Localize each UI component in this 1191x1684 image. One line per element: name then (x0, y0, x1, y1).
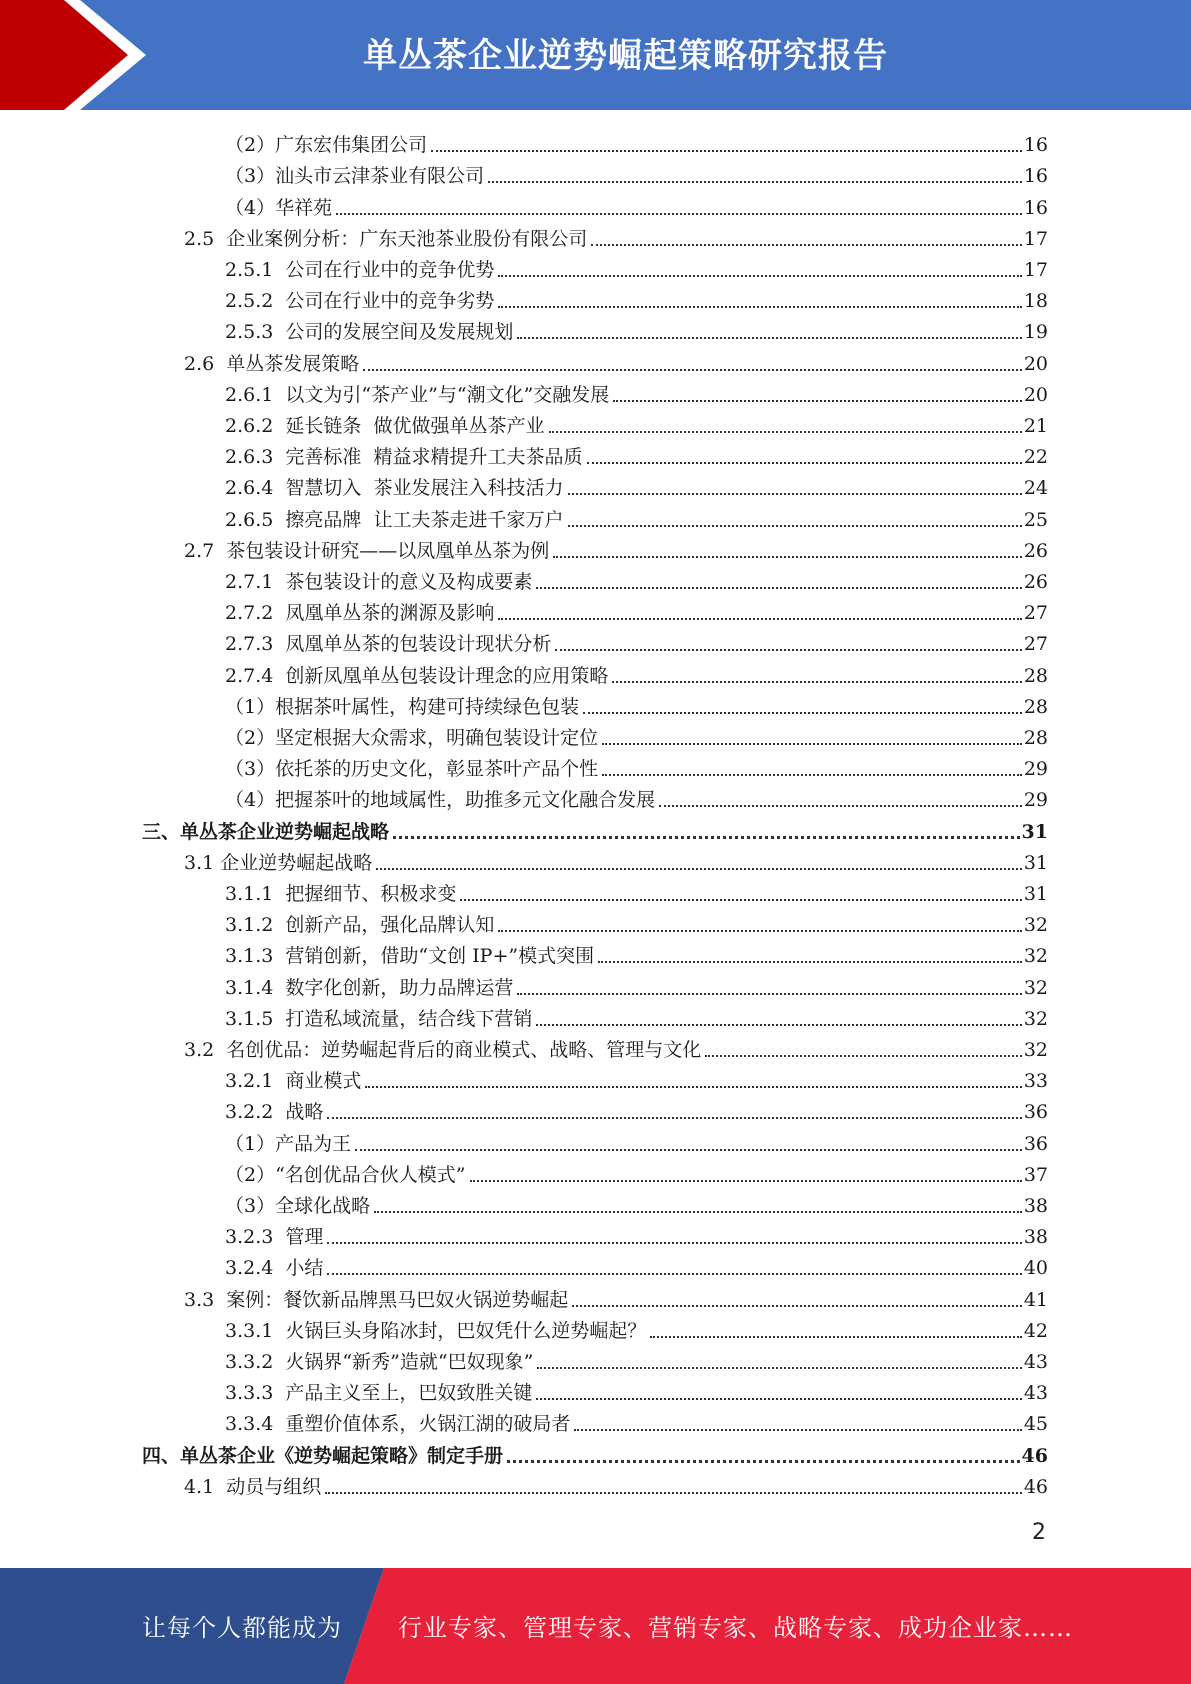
toc-entry-page: 16 (1023, 196, 1048, 219)
toc-entry[interactable] (142, 1436, 1048, 1467)
toc-dot-leader (470, 1180, 1022, 1182)
toc-entry-title: 3.1.4 数字化创新，助力品牌运营 (225, 976, 514, 999)
toc-entry-title: 3.1.2 创新产品，强化品牌认知 (225, 914, 495, 937)
toc-entry-title: （4）把握茶叶的地域属性，助推多元文化融合发展 (225, 789, 656, 812)
toc-dot-leader (325, 1492, 1022, 1494)
toc-entry[interactable] (225, 157, 1048, 188)
page-header (0, 0, 1191, 110)
toc-entry-title: 2.6 单丛茶发展策略 (184, 352, 360, 375)
page-number: 2 (1032, 1520, 1046, 1545)
toc-entry-title: 2.5.1 公司在行业中的竞争优势 (225, 258, 495, 281)
toc-dot-leader (598, 961, 1022, 963)
toc-entry-title: 3.2.3 管理 (225, 1226, 324, 1249)
toc-entry-title: 2.7.3 凤凰单丛茶的包装设计现状分析 (225, 633, 552, 656)
toc-entry[interactable] (225, 1343, 1048, 1374)
toc-entry-page: 32 (1023, 976, 1048, 999)
toc-entry-page: 45 (1023, 1413, 1048, 1436)
toc-entry[interactable] (225, 781, 1048, 812)
toc-entry[interactable] (225, 1062, 1048, 1093)
toc-dot-leader (363, 369, 1022, 371)
toc-dot-leader (365, 1086, 1021, 1088)
toc-entry-title: （2）坚定根据大众需求，明确包装设计定位 (225, 726, 599, 749)
toc-entry-page: 27 (1023, 602, 1048, 625)
toc-dot-leader (488, 181, 1022, 183)
toc-entry[interactable] (225, 1000, 1048, 1031)
toc-entry-page: 32 (1023, 914, 1048, 937)
toc-entry[interactable] (225, 251, 1048, 282)
toc-entry[interactable] (225, 500, 1048, 531)
toc-entry-title: 2.7.2 凤凰单丛茶的渊源及影响 (225, 602, 495, 625)
toc-entry[interactable] (225, 968, 1048, 999)
toc-entry[interactable] (184, 532, 1048, 563)
toc-entry-title: （3）汕头市云津茶业有限公司 (225, 165, 485, 188)
toc-dot-leader (650, 1336, 1021, 1338)
toc-entry[interactable] (225, 1093, 1048, 1124)
toc-dot-leader (498, 306, 1021, 308)
page-footer (0, 1568, 1191, 1684)
toc-dot-leader (568, 493, 1022, 495)
toc-entry-page: 20 (1023, 352, 1048, 375)
toc-entry[interactable] (225, 906, 1048, 937)
toc-entry[interactable] (225, 656, 1048, 687)
toc-dot-leader (327, 1242, 1021, 1244)
toc-entry-page: 42 (1023, 1319, 1048, 1342)
toc-entry-page: 43 (1023, 1350, 1048, 1373)
toc-entry-title: （4）华祥苑 (225, 196, 333, 219)
toc-dot-leader (517, 337, 1021, 339)
toc-entry-page: 29 (1023, 758, 1048, 781)
toc-entry-page: 43 (1023, 1382, 1048, 1405)
toc-dot-leader (376, 868, 1022, 870)
toc-entry-title: 四、单丛茶企业《逆势崛起策略》制定手册 (142, 1444, 504, 1467)
toc-dot-leader (537, 1367, 1022, 1369)
toc-entry-page: 24 (1023, 477, 1048, 500)
toc-entry-page: 38 (1023, 1226, 1048, 1249)
toc-dot-leader (536, 1398, 1021, 1400)
toc-dot-leader (612, 681, 1021, 683)
toc-entry-page: 32 (1023, 1007, 1048, 1030)
toc-entry[interactable] (225, 625, 1048, 656)
toc-entry-title: 3.3.3 产品主义至上，巴奴致胜关键 (225, 1382, 533, 1405)
toc-entry[interactable] (184, 1468, 1048, 1499)
toc-entry-title: （2）“名创优品合伙人模式” (225, 1163, 466, 1186)
toc-entry-page: 18 (1023, 290, 1048, 313)
toc-entry[interactable] (184, 1280, 1048, 1311)
toc-entry-title: 3.3.4 重塑价值体系，火锅江湖的破局者 (225, 1413, 571, 1436)
toc-entry[interactable] (225, 875, 1048, 906)
footer-slogan-right: 行业专家、管理专家、营销专家、战略专家、成功企业家…… (398, 1614, 1073, 1642)
toc-dot-leader (553, 556, 1022, 558)
toc-dot-leader (327, 1273, 1021, 1275)
toc-entry-title: 3.2.1 商业模式 (225, 1070, 362, 1093)
toc-dot-leader (355, 1149, 1022, 1151)
toc-entry-page: 31 (1023, 882, 1048, 905)
toc-entry-title: 2.5.3 公司的发展空间及发展规划 (225, 321, 514, 344)
toc-entry-page: 31 (1021, 820, 1048, 843)
toc-entry-page: 26 (1023, 539, 1048, 562)
toc-entry-page: 40 (1023, 1257, 1048, 1280)
toc-entry[interactable] (225, 719, 1048, 750)
toc-dot-leader (498, 275, 1021, 277)
toc-entry-title: 2.5 企业案例分析：广东天池茶业股份有限公司 (184, 227, 588, 250)
toc-entry[interactable] (225, 1218, 1048, 1249)
toc-dot-leader (498, 618, 1021, 620)
toc-entry-page: 37 (1023, 1163, 1048, 1186)
toc-entry[interactable] (225, 937, 1048, 968)
toc-entry-title: 三、单丛茶企业逆势崛起战略 (142, 820, 390, 843)
toc-entry-page: 25 (1023, 508, 1048, 531)
toc-entry-title: 2.6.2 延长链条 做优做强单丛茶产业 (225, 414, 545, 437)
toc-entry-title: 4.1 动员与组织 (184, 1475, 322, 1498)
toc-entry-title: 2.7.1 茶包装设计的意义及构成要素 (225, 570, 533, 593)
toc-entry-title: 3.2 名创优品：逆势崛起背后的商业模式、战略、管理与文化 (184, 1038, 702, 1061)
toc-entry[interactable] (225, 688, 1048, 719)
toc-entry-title: （3）依托茶的历史文化，彰显茶叶产品个性 (225, 758, 599, 781)
toc-entry[interactable] (225, 1249, 1048, 1280)
toc-entry-title: 3.1.3 营销创新，借助“文创 IP+”模式突围 (225, 945, 595, 968)
toc-entry-title: （1）根据茶叶属性，构建可持续绿色包装 (225, 695, 580, 718)
toc-entry-title: 2.6.3 完善标准 精益求精提升工夫茶品质 (225, 446, 583, 469)
toc-entry[interactable] (225, 1405, 1048, 1436)
toc-entry-title: 3.2.2 战略 (225, 1101, 324, 1124)
toc-dot-leader (517, 993, 1021, 995)
toc-entry-title: 3.3.1 火锅巨头身陷冰封，巴奴凭什么逆势崛起？ (225, 1319, 647, 1342)
toc-entry-title: 3.2.4 小结 (225, 1257, 324, 1280)
toc-entry-page: 28 (1023, 726, 1048, 749)
toc-entry-page: 16 (1023, 165, 1048, 188)
toc-dot-leader (327, 1117, 1021, 1119)
toc-dot-leader (393, 836, 1020, 839)
toc-entry[interactable] (225, 438, 1048, 469)
toc-entry-page: 28 (1023, 695, 1048, 718)
toc-dot-leader (507, 1460, 1020, 1463)
toc-dot-leader (555, 649, 1021, 651)
toc-dot-leader (374, 1211, 1022, 1213)
toc-entry-title: （3）全球化战略 (225, 1194, 371, 1217)
toc-entry[interactable] (225, 1124, 1048, 1155)
toc-entry[interactable] (142, 812, 1048, 843)
toc-entry[interactable] (225, 1187, 1048, 1218)
toc-entry-page: 21 (1023, 414, 1048, 437)
toc-entry-page: 38 (1023, 1194, 1048, 1217)
toc-entry[interactable] (184, 844, 1048, 875)
toc-entry[interactable] (225, 1312, 1048, 1343)
toc-entry-title: 3.3.2 火锅界“新秀”造就“巴奴现象” (225, 1350, 534, 1373)
toc-entry[interactable] (184, 1031, 1048, 1062)
toc-entry[interactable] (225, 750, 1048, 781)
toc-entry-title: 2.7.4 创新凤凰单丛包装设计理念的应用策略 (225, 664, 609, 687)
toc-entry-title: 2.6.4 智慧切入 茶业发展注入科技活力 (225, 477, 564, 500)
toc-dot-leader (602, 774, 1022, 776)
toc-entry-title: 3.1.1 把握细节、积极求变 (225, 882, 457, 905)
toc-dot-leader (568, 525, 1022, 527)
toc-dot-leader (591, 244, 1022, 246)
toc-entry-title: （1）产品为王 (225, 1132, 352, 1155)
footer-slogan-left: 让每个人都能成为 (142, 1614, 342, 1642)
toc-dot-leader (574, 1429, 1021, 1431)
toc-entry-title: 2.7 茶包装设计研究——以凤凰单丛茶为例 (184, 539, 550, 562)
report-title: 单丛茶企业逆势崛起策略研究报告 (363, 36, 888, 76)
toc-dot-leader (536, 1024, 1021, 1026)
toc-entry[interactable] (225, 1156, 1048, 1187)
toc-entry[interactable] (225, 313, 1048, 344)
toc-dot-leader (431, 150, 1022, 152)
toc-dot-leader (583, 712, 1022, 714)
toc-entry-page: 20 (1023, 383, 1048, 406)
toc-entry-page: 28 (1023, 664, 1048, 687)
toc-entry-page: 36 (1023, 1101, 1048, 1124)
toc-dot-leader (549, 431, 1022, 433)
toc-entry-page: 17 (1023, 258, 1048, 281)
toc-entry-page: 26 (1023, 570, 1048, 593)
toc-entry-title: 2.6.1 以文为引“茶产业”与“潮文化”交融发展 (225, 383, 610, 406)
toc-entry-page: 29 (1023, 789, 1048, 812)
toc-entry[interactable] (184, 344, 1048, 375)
toc-entry[interactable] (225, 282, 1048, 313)
toc-dot-leader (336, 213, 1022, 215)
toc-dot-leader (587, 462, 1022, 464)
toc-dot-leader (659, 805, 1022, 807)
toc-dot-leader (536, 587, 1021, 589)
toc-entry-title: 2.6.5 擦亮品牌 让工夫茶走进千家万户 (225, 508, 564, 531)
toc-dot-leader (602, 743, 1022, 745)
toc-entry[interactable] (225, 563, 1048, 594)
toc-entry[interactable] (225, 188, 1048, 219)
toc-entry-page: 32 (1023, 945, 1048, 968)
toc-entry-page: 46 (1023, 1475, 1048, 1498)
toc-entry-page: 19 (1023, 321, 1048, 344)
toc-entry-title: （2）广东宏伟集团公司 (225, 134, 428, 157)
toc-entry-page: 27 (1023, 633, 1048, 656)
toc-entry-page: 36 (1023, 1132, 1048, 1155)
toc-entry-page: 32 (1023, 1038, 1048, 1061)
toc-entry-title: 3.1.5 打造私域流量，结合线下营销 (225, 1007, 533, 1030)
toc-entry-page: 22 (1023, 446, 1048, 469)
toc-dot-leader (460, 899, 1021, 901)
toc-entry-page: 16 (1023, 134, 1048, 157)
toc-entry[interactable] (225, 126, 1048, 157)
toc-entry-page: 33 (1023, 1070, 1048, 1093)
toc-entry-title: 3.3 案例：餐饮新品牌黑马巴奴火锅逆势崛起 (184, 1288, 569, 1311)
toc-entry-page: 41 (1023, 1288, 1048, 1311)
toc-entry[interactable] (225, 407, 1048, 438)
toc-entry[interactable] (225, 594, 1048, 625)
toc-entry-title: 3.1 企业逆势崛起战略 (184, 851, 373, 874)
toc-entry[interactable] (225, 376, 1048, 407)
toc-entry-page: 17 (1023, 227, 1048, 250)
toc-entry[interactable] (184, 220, 1048, 251)
toc-dot-leader (705, 1055, 1022, 1057)
toc-dot-leader (498, 930, 1021, 932)
toc-entry[interactable] (225, 1374, 1048, 1405)
toc-entry-title: 2.5.2 公司在行业中的竞争劣势 (225, 290, 495, 313)
toc-entry-page: 31 (1023, 851, 1048, 874)
toc-dot-leader (613, 400, 1022, 402)
toc-entry[interactable] (225, 469, 1048, 500)
toc-dot-leader (572, 1305, 1022, 1307)
toc-entry-page: 46 (1021, 1444, 1048, 1467)
